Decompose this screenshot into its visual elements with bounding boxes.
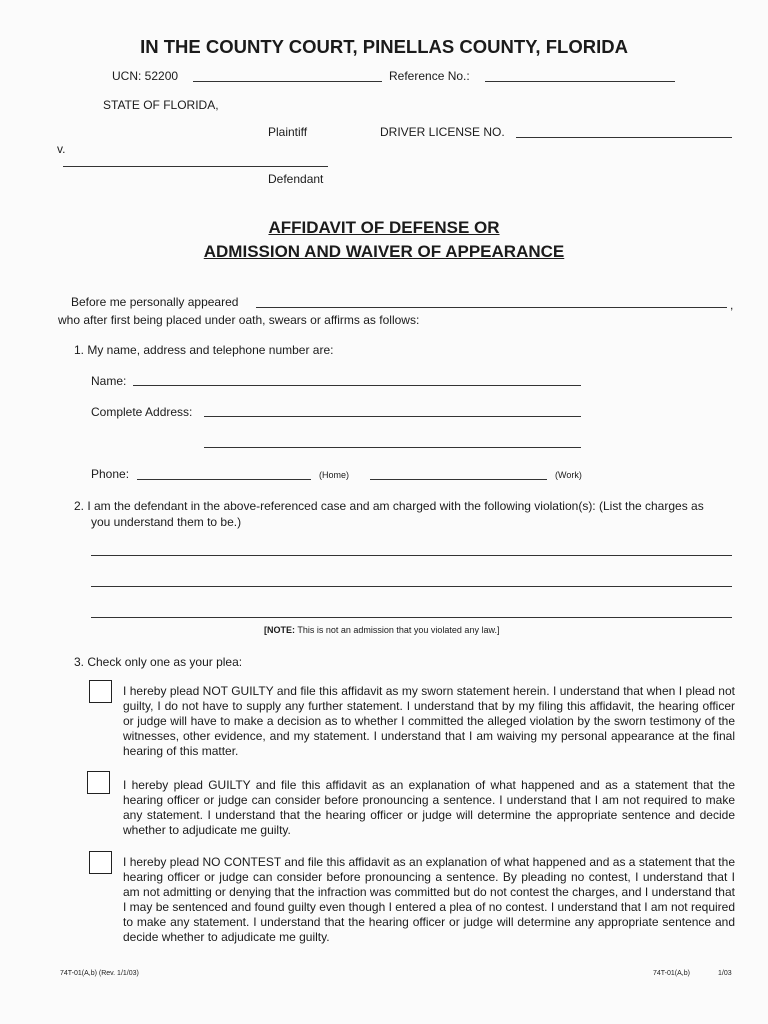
item-2-text: 2. I am the defendant in the above-referenced case and am charged with the following violation(s): (List the charges as	[74, 499, 704, 513]
defendant-label: Defendant	[268, 172, 324, 186]
reference-field[interactable]	[485, 81, 675, 82]
charges-field-2[interactable]	[91, 586, 732, 587]
note	[264, 625, 499, 635]
item-2-text-cont: you understand them to be.)	[91, 515, 242, 529]
phone-label: Phone:	[91, 467, 130, 481]
state-label: STATE OF FLORIDA,	[103, 98, 219, 112]
note-label: [NOTE:	[264, 625, 295, 635]
home-phone-field[interactable]	[137, 479, 311, 480]
footer-form-code: 74T-01(A,b) (Rev. 1/1/03)	[60, 970, 139, 977]
driver-license-field[interactable]	[516, 137, 732, 138]
ucn-label: UCN: 52200	[112, 69, 179, 83]
name-label: Name:	[91, 374, 127, 388]
no-contest-text: I hereby plead NO CONTEST and file this affidavit as an explanation of what happened and as a statement that the hearing officer or judge can consider before pronouncing a sentence. By pleading no contest, I understand that I am not admitting or denying that the infraction was committed but do not contest the charges, and I understand that I may be sentenced and found guilty even though I entered a plea of no contest. I understand that I am not required to make any statement. I understand that the hearing officer or judge will determine any appropriate sentence and decide whether to adjudicate me guilty.	[123, 855, 735, 944]
item-1-text: 1. My name, address and telephone number are:	[74, 343, 334, 357]
comma: ,	[730, 298, 734, 312]
reference-label: Reference No.:	[389, 69, 470, 83]
guilty-text: I hereby plead GUILTY and file this affidavit as an explanation of what happened and as a statement that the hearing officer or judge can consider before pronouncing a sentence. I understand that I am not required to make any statement. I understand that the hearing officer or judge will determine the appropriate sentence and decide whether to adjudicate me guilty.	[123, 778, 735, 837]
charges-field-3[interactable]	[91, 617, 732, 618]
address-field-2[interactable]	[204, 447, 581, 448]
footer-date: 1/03	[718, 970, 732, 977]
defendant-name-field[interactable]	[63, 166, 328, 167]
driver-license-label: DRIVER LICENSE NO.	[380, 125, 505, 139]
versus-label: v.	[57, 142, 66, 156]
home-label: (Home)	[319, 470, 350, 480]
title-line-1-wrap	[0, 218, 768, 238]
charges-field-1[interactable]	[91, 555, 732, 556]
address-field-1[interactable]	[204, 416, 581, 417]
title-line-2-wrap	[0, 242, 768, 262]
no-contest-checkbox[interactable]	[89, 851, 112, 874]
not-guilty-checkbox[interactable]	[89, 680, 112, 703]
footer-code-right: 74T-01(A,b)	[653, 970, 690, 977]
guilty-checkbox[interactable]	[87, 771, 110, 794]
name-field[interactable]	[133, 385, 581, 386]
title-line-1: AFFIDAVIT OF DEFENSE OR	[268, 218, 500, 237]
not-guilty-text: I hereby plead NOT GUILTY and file this affidavit as my sworn statement herein. I understand that when I plead not guilty, I do not have to supply any further statement. I understand that by my filing this affidavit, the hearing officer or judge will have to make a decision as to whether I committed the alleged violation by the sworn testimony of the witnesses, other evidence, and my statement. I understand that I am waiving my personal appearance at the final hearing of this matter.	[123, 684, 735, 758]
work-phone-field[interactable]	[370, 479, 547, 480]
oath-text: who after first being placed under oath, swears or affirms as follows:	[58, 313, 420, 327]
court-heading: IN THE COUNTY COURT, PINELLAS COUNTY, FLORIDA	[140, 36, 628, 57]
address-label: Complete Address:	[91, 405, 193, 419]
before-me-label: Before me personally appeared	[71, 295, 239, 309]
title-line-2: ADMISSION AND WAIVER OF APPEARANCE	[203, 242, 565, 261]
work-label: (Work)	[555, 470, 582, 480]
affiant-name-field[interactable]	[256, 307, 727, 308]
ucn-field[interactable]	[193, 81, 382, 82]
note-text: This is not an admission that you violated any law.]	[297, 625, 500, 635]
item-3-text: 3. Check only one as your plea:	[74, 655, 243, 669]
plaintiff-label: Plaintiff	[268, 125, 308, 139]
